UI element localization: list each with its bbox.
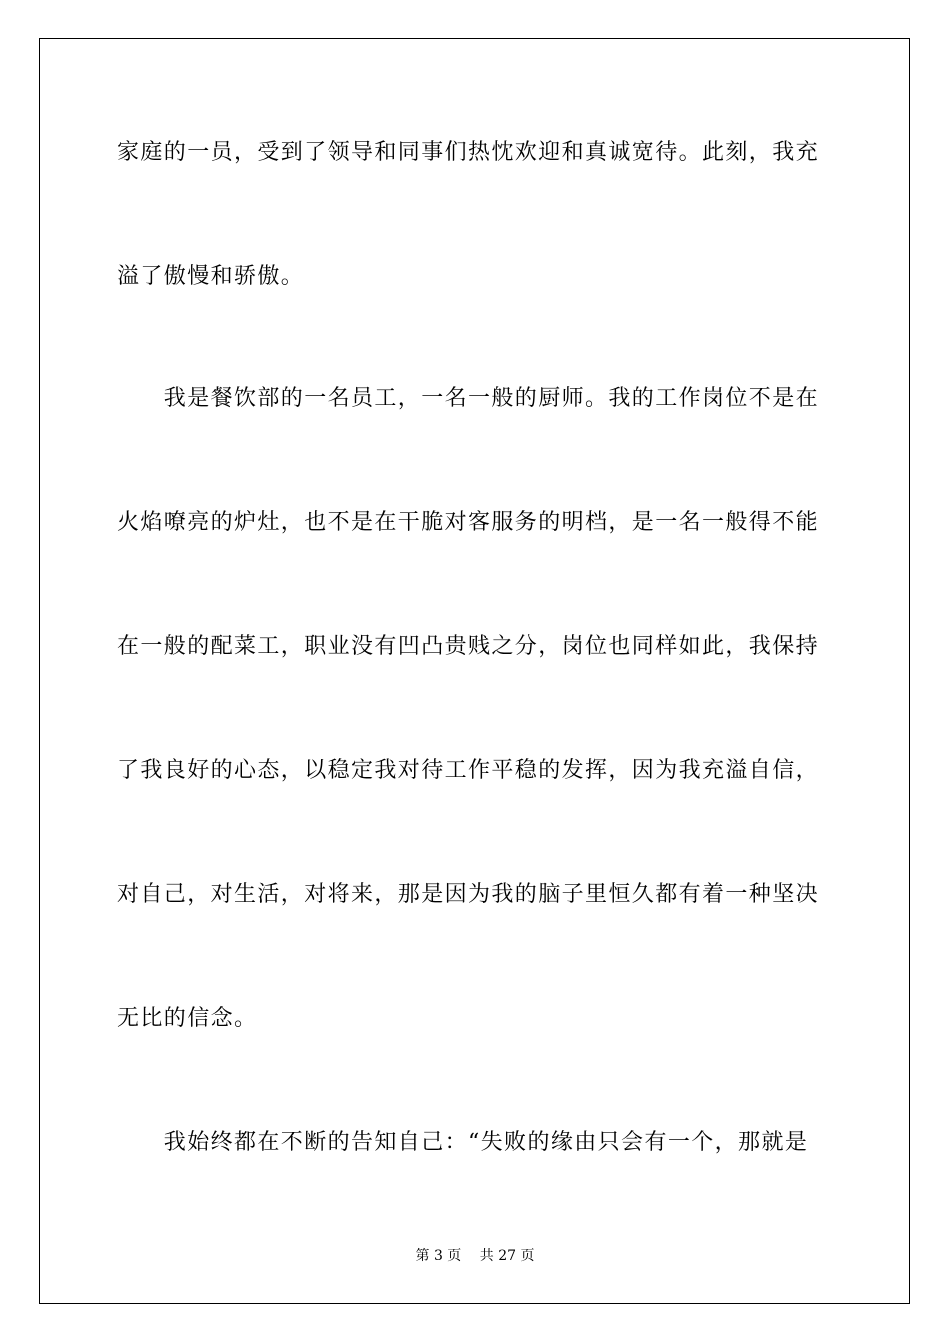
text-line: 了我良好的心态，以稳定我对待工作平稳的发挥，因为我充溢自信，	[117, 758, 820, 783]
paragraph-start-line: 我始终都在不断的告知自己：“失败的缘由只会有一个，那就是	[117, 1130, 809, 1155]
text-line: 火焰嘹亮的炉灶，也不是在干脆对客服务的明档，是一名一般得不能	[117, 510, 820, 535]
text-line: 溢了傲慢和骄傲。	[117, 264, 305, 289]
page-number-footer: 第 3 页 共 27 页	[415, 1248, 535, 1264]
text-line: 家庭的一员，受到了领导和同事们热忱欢迎和真诚宽待。此刻，我充	[117, 140, 820, 165]
text-line: 对自己，对生活，对将来，那是因为我的脑子里恒久都有着一种坚决	[117, 882, 820, 907]
text-line: 在一般的配菜工，职业没有凹凸贵贱之分，岗位也同样如此，我保持	[117, 634, 820, 659]
page-border	[39, 38, 910, 1304]
paragraph-start-line: 我是餐饮部的一名员工，一名一般的厨师。我的工作岗位不是在	[117, 386, 820, 411]
text-line: 无比的信念。	[117, 1006, 258, 1031]
